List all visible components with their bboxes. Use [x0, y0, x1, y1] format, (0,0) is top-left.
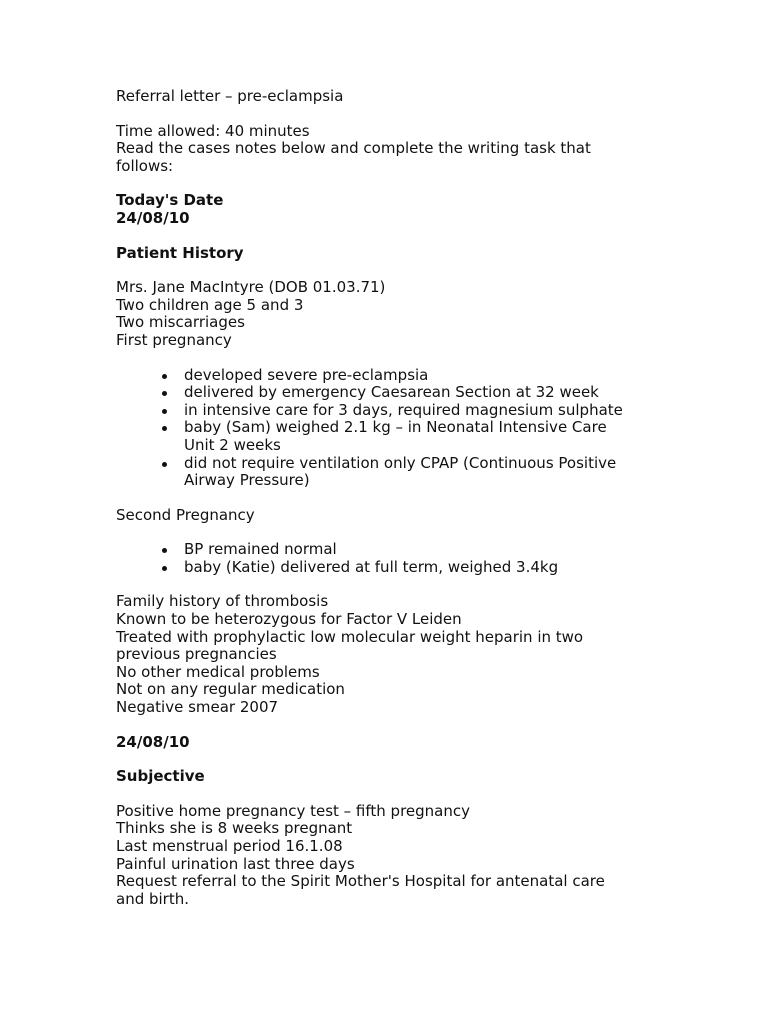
bullet-icon	[162, 374, 167, 379]
patient-history-heading: Patient History	[116, 243, 244, 262]
list-item-text: baby (Katie) delivered at full term, weighed 3.4kg	[184, 557, 559, 576]
no-other-problems-line: No other medical problems	[116, 662, 320, 681]
todays-date-label: Today's Date	[116, 191, 224, 210]
list-item	[162, 367, 656, 385]
list-item-text: baby (Sam) weighed 2.1 kg – in Neonatal Intensive Care Unit 2 weeks	[184, 418, 607, 454]
list-item	[162, 559, 656, 577]
list-item-text: in intensive care for 3 days, required magnesium sulphate	[184, 400, 623, 419]
case-notes-document	[116, 88, 656, 908]
pregnancy-test-line: Positive home pregnancy test – fifth pregnancy	[116, 801, 470, 820]
instructions: Read the cases notes below and complete the writing task that follows:	[116, 139, 591, 175]
list-item	[162, 419, 634, 454]
time-allowed: Time allowed: 40 minutes	[116, 121, 310, 140]
list-item	[162, 384, 656, 402]
bullet-icon	[162, 426, 167, 431]
family-history-line: Family history of thrombosis	[116, 592, 329, 611]
first-pregnancy-label: First pregnancy	[116, 330, 232, 349]
list-item-text: BP remained normal	[184, 540, 337, 559]
first-pregnancy-list	[116, 367, 656, 490]
referral-request-line: Request referral to the Spirit Mother's Hospital for antenatal care and birth.	[116, 872, 605, 908]
no-medication-line: Not on any regular medication	[116, 680, 345, 699]
todays-date-value: 24/08/10	[116, 208, 190, 227]
bullet-icon	[162, 391, 167, 396]
children-line: Two children age 5 and 3	[116, 295, 304, 314]
bullet-icon	[162, 566, 167, 571]
bullet-icon	[162, 462, 167, 467]
bullet-icon	[162, 409, 167, 414]
weeks-pregnant-line: Thinks she is 8 weeks pregnant	[116, 819, 353, 838]
heparin-line: Treated with prophylactic low molecular weight heparin in two previous pregnancies	[116, 627, 584, 664]
list-item	[162, 541, 656, 559]
factor-v-line: Known to be heterozygous for Factor V Leiden	[116, 610, 462, 629]
list-item-text: delivered by emergency Caesarean Section at 32 week	[184, 383, 599, 402]
subjective-heading: Subjective	[116, 767, 205, 786]
second-pregnancy-list	[116, 541, 656, 576]
lmp-line: Last menstrual period 16.1.08	[116, 837, 343, 855]
list-item	[162, 402, 656, 420]
bullet-icon	[162, 548, 167, 553]
visit-date: 24/08/10	[116, 732, 190, 751]
list-item-text: developed severe pre-eclampsia	[184, 365, 429, 384]
document-title: Referral letter – pre-eclampsia	[116, 87, 344, 105]
list-item	[162, 455, 634, 490]
miscarriages-line: Two miscarriages	[116, 313, 245, 332]
list-item-text: did not require ventilation only CPAP (Continuous Positive Airway Pressure)	[184, 453, 617, 490]
urination-line: Painful urination last three days	[116, 854, 355, 873]
patient-name-dob: Mrs. Jane MacIntyre (DOB 01.03.71)	[116, 278, 386, 297]
second-pregnancy-label: Second Pregnancy	[116, 505, 255, 524]
smear-line: Negative smear 2007	[116, 698, 279, 717]
